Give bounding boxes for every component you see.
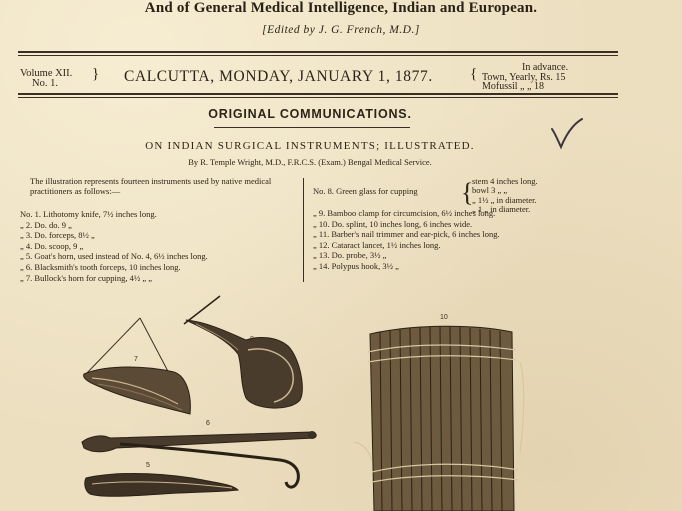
pencil-check-mark: [548, 115, 588, 155]
number-line: No. 1.: [32, 78, 58, 89]
header-bottom-rule: [18, 93, 618, 95]
bamboo-splint-illustration: [344, 322, 528, 511]
figure-label: 6: [206, 420, 210, 427]
note-line: stem 4 inches long.: [472, 176, 538, 186]
brace: {: [461, 178, 474, 207]
figure-label: 8: [250, 336, 254, 343]
instrument-list-right: [313, 186, 418, 197]
bracket-left: }: [92, 66, 100, 82]
list-item: No. 1. Lithotomy knife, 7½ inches long.: [20, 209, 157, 219]
list-item: „ 4. Do. scoop, 9 „: [20, 240, 84, 251]
list-item: „ 14. Polypus hook, 3½ „: [313, 260, 399, 271]
editor-line: [Edited by J. G. French, M.D.]: [262, 24, 420, 36]
volume-info: [20, 69, 72, 89]
bullock-horn-illustration: [78, 314, 198, 418]
top-rule: [18, 51, 618, 53]
list-item: „ 9. Bamboo clamp for circumcision, 6½ inches long.: [313, 208, 496, 218]
price-advance: In advance.: [522, 62, 569, 73]
header-bottom-rule-thin: [18, 97, 618, 98]
byline: By R. Temple Wright, M.D., F.R.C.S. (Exam.) Bengal Medical Service.: [188, 157, 432, 167]
list-item: „ 6. Blacksmith's tooth forceps, 10 inches long.: [20, 261, 181, 272]
green-glass-cupping-illustration: [182, 294, 308, 414]
top-rule-thin: [18, 55, 618, 56]
dateline: CALCUTTA, MONDAY, JANUARY 1, 1877.: [124, 68, 433, 85]
figure-label: 5: [146, 462, 150, 469]
list-item: „ 2. Do. do. 9 „: [20, 219, 72, 230]
list-item: „ 3. Do. forceps, 8½ „: [20, 230, 95, 241]
list-item: „ 7. Bullock's horn for cupping, 4½ „ „: [20, 272, 153, 283]
list-item: „ 11. Barber's nail trimmer and ear-pick, 6 inches long.: [313, 229, 500, 240]
volume-line: Volume XII.: [20, 68, 73, 79]
column-rule: [303, 178, 304, 282]
instrument-list-left: [20, 209, 208, 283]
instrument-list-right-cont: [313, 208, 500, 272]
bracket-right: {: [470, 66, 478, 82]
list-item: „ 13. Do. probe, 3½ „: [313, 250, 387, 261]
goat-horn-illustration: [82, 458, 242, 508]
list-item: „ 5. Goat's horn, used instead of No. 4, 6½ inches long.: [20, 251, 208, 262]
list-item: No. 8. Green glass for cupping: [313, 186, 418, 196]
note-line: bowl 3 „ „: [472, 185, 508, 196]
intro-paragraph: The illustration represents fourteen instruments used by native medical practitioners as follows:—: [30, 176, 272, 196]
section-title: ORIGINAL COMMUNICATIONS.: [208, 107, 412, 121]
figure-label: 10: [440, 314, 448, 321]
price-mofussil: Mofussil „ „ 18: [482, 81, 544, 92]
list-item: „ 12. Cataract lancet, 1½ inches long.: [313, 239, 441, 250]
price-info: [482, 63, 568, 92]
masthead: And of General Medical Intelligence, Indian and European.: [144, 0, 538, 16]
note-line: „ 1 „ in diameter.: [472, 204, 531, 215]
list-item: „ 10. Do. splint, 10 inches long, 6 inches wide.: [313, 218, 473, 229]
article-title: ON INDIAN SURGICAL INSTRUMENTS; ILLUSTRATED.: [145, 140, 475, 152]
price-town: Town, Yearly, Rs. 15: [482, 71, 566, 83]
section-rule: [214, 127, 410, 128]
note-line: „ 1½ „ in diameter.: [472, 194, 537, 205]
figure-label: 7: [134, 356, 138, 363]
